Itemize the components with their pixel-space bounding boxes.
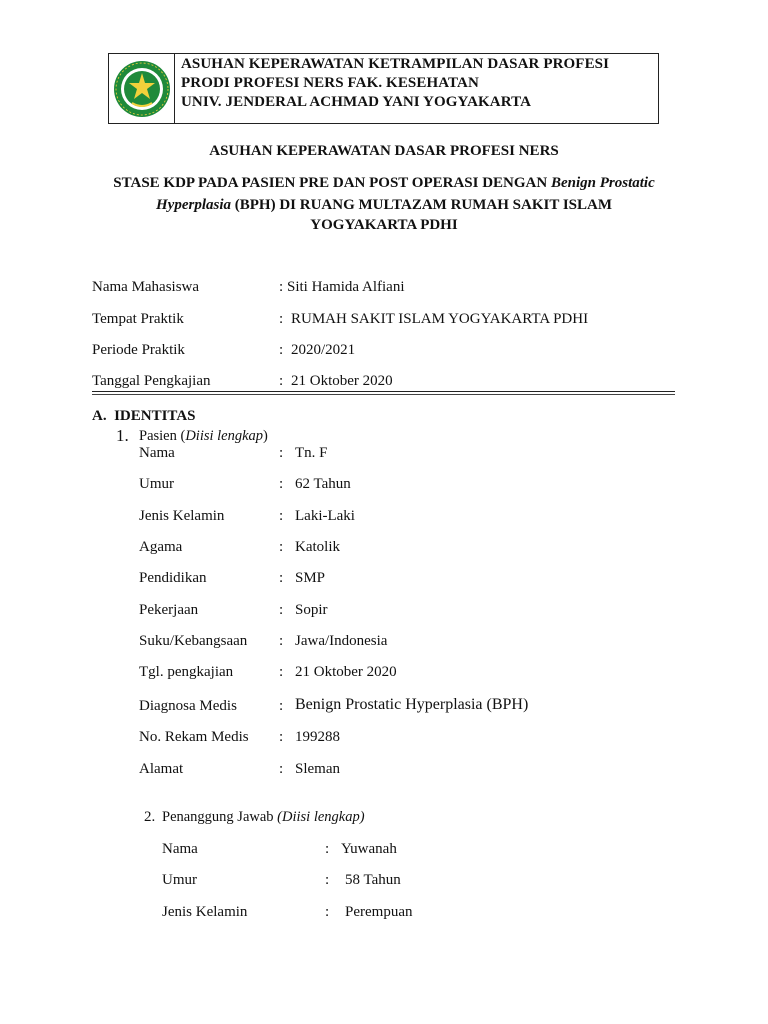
subtitle-line-2 bbox=[0, 197, 768, 214]
divider-line bbox=[92, 391, 675, 392]
field-value: Sleman bbox=[295, 761, 340, 777]
subsection-note: (Diisi lengkap) bbox=[277, 809, 365, 825]
subsection-label: ) bbox=[263, 428, 268, 444]
field-label: Umur bbox=[139, 476, 174, 492]
field-label: Tempat Praktik bbox=[92, 311, 184, 327]
field-label: Jenis Kelamin bbox=[162, 904, 248, 920]
field-value: Benign Prostatic Hyperplasia (BPH) bbox=[295, 696, 529, 713]
field-label: Nama bbox=[162, 841, 198, 857]
field-label: Periode Praktik bbox=[92, 342, 185, 358]
field-separator: : bbox=[279, 729, 284, 745]
field-value: Laki-Laki bbox=[295, 508, 355, 524]
section-heading: A. IDENTITAS bbox=[92, 408, 196, 424]
field-value: Katolik bbox=[295, 539, 340, 555]
header-box bbox=[108, 53, 659, 124]
subsection-title bbox=[139, 428, 268, 445]
list-number: 1. bbox=[116, 426, 129, 445]
field-value: 2020/2021 bbox=[291, 342, 356, 358]
field-separator: : bbox=[279, 761, 284, 777]
subtitle-text: STASE KDP PADA PASIEN PRE DAN POST OPERASI DENGAN bbox=[113, 175, 551, 191]
subsection-note: Diisi lengkap bbox=[185, 428, 264, 444]
field-separator: : bbox=[279, 279, 284, 295]
field-separator: : bbox=[279, 508, 284, 524]
field-separator: : bbox=[325, 841, 330, 857]
field-value: Sopir bbox=[295, 602, 328, 618]
field-separator: : bbox=[279, 698, 284, 714]
field-label: Pekerjaan bbox=[139, 602, 199, 618]
logo-cell bbox=[109, 54, 175, 123]
field-value: 62 Tahun bbox=[295, 476, 351, 492]
page-title: ASUHAN KEPERAWATAN DASAR PROFESI NERS bbox=[209, 143, 559, 159]
field-label: Alamat bbox=[139, 761, 184, 777]
field-separator: : bbox=[279, 570, 284, 586]
field-value: 199288 bbox=[295, 729, 340, 745]
university-seal-icon bbox=[112, 59, 172, 119]
subtitle-italic: Hyperplasia bbox=[156, 197, 231, 213]
field-separator: : bbox=[279, 476, 284, 492]
field-value: Yuwanah bbox=[341, 841, 397, 857]
subtitle-line-1 bbox=[0, 175, 768, 192]
field-separator: : bbox=[325, 904, 330, 920]
field-separator: : bbox=[325, 872, 330, 888]
field-separator: : bbox=[279, 664, 284, 680]
field-value: 58 Tahun bbox=[345, 872, 401, 888]
field-value: SMP bbox=[295, 570, 326, 586]
header-line-3: UNIV. JENDERAL ACHMAD YANI YOGYAKARTA bbox=[181, 94, 532, 110]
field-value: 21 Oktober 2020 bbox=[291, 373, 393, 389]
subsection-label: Penanggung Jawab bbox=[162, 809, 278, 825]
field-value: RUMAH SAKIT ISLAM YOGYAKARTA PDHI bbox=[291, 311, 589, 327]
field-separator: : bbox=[279, 445, 284, 461]
divider-line bbox=[92, 394, 675, 395]
field-label: No. Rekam Medis bbox=[139, 729, 249, 745]
field-label: Suku/Kebangsaan bbox=[139, 633, 248, 649]
subtitle-line-3: YOGYAKARTA PDHI bbox=[310, 217, 458, 233]
field-separator: : bbox=[279, 633, 284, 649]
field-label: Nama Mahasiswa bbox=[92, 279, 200, 295]
field-separator: : bbox=[279, 602, 284, 618]
field-value: Jawa/Indonesia bbox=[295, 633, 388, 649]
field-label: Pendidikan bbox=[139, 570, 207, 586]
header-line-1: ASUHAN KEPERAWATAN KETRAMPILAN DASAR PROFESI bbox=[181, 56, 610, 72]
subtitle-italic: Benign Prostatic bbox=[550, 175, 655, 191]
field-label: Agama bbox=[139, 539, 183, 555]
list-number: 2. bbox=[144, 809, 156, 825]
field-value: Perempuan bbox=[345, 904, 413, 920]
field-label: Umur bbox=[162, 872, 197, 888]
field-value: Siti Hamida Alfiani bbox=[287, 279, 405, 295]
field-value: 21 Oktober 2020 bbox=[295, 664, 397, 680]
field-separator: : bbox=[279, 373, 284, 389]
subtitle-text: (BPH) DI RUANG MULTAZAM RUMAH SAKIT ISLAM bbox=[231, 197, 612, 213]
field-label: Tanggal Pengkajian bbox=[92, 373, 211, 389]
field-separator: : bbox=[279, 311, 284, 327]
field-separator: : bbox=[279, 539, 284, 555]
header-line-2: PRODI PROFESI NERS FAK. KESEHATAN bbox=[181, 75, 479, 91]
field-label: Nama bbox=[139, 445, 175, 461]
subsection-title bbox=[162, 809, 365, 826]
subsection-label: Pasien ( bbox=[139, 428, 186, 444]
field-separator: : bbox=[279, 342, 284, 358]
field-label: Jenis Kelamin bbox=[139, 508, 225, 524]
field-label: Tgl. pengkajian bbox=[139, 664, 234, 680]
field-value: Tn. F bbox=[295, 445, 328, 461]
field-label: Diagnosa Medis bbox=[139, 698, 237, 714]
